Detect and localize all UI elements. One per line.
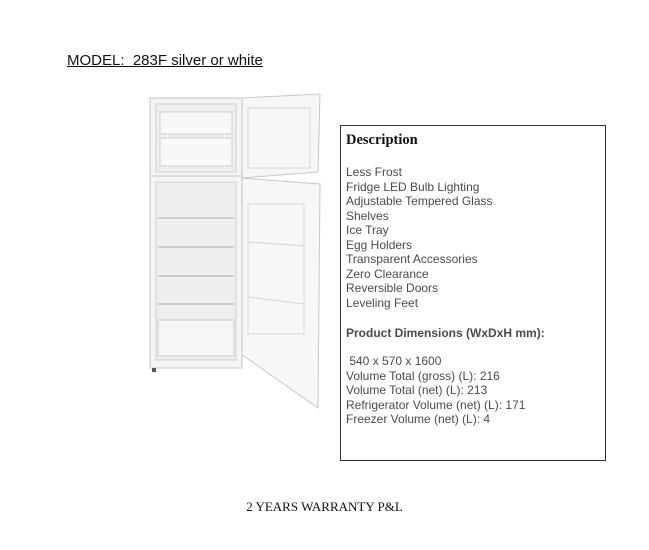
- feature-item: Leveling Feet: [346, 295, 419, 310]
- feature-item: Transparent Accessories: [346, 252, 478, 266]
- feature-item: Egg Holders: [346, 237, 413, 252]
- description-heading: Description: [346, 132, 418, 148]
- warranty-text: 2 YEARS WARRANTY P&L: [246, 499, 403, 514]
- spec-item: Refrigerator Volume (net) (L): 171: [346, 397, 526, 412]
- dimensions-heading: Product Dimensions (WxDxH mm):: [346, 326, 545, 340]
- feature-item: Fridge LED Bulb Lighting: [346, 179, 480, 194]
- model-title: MODEL: 283F silver or white: [67, 52, 263, 69]
- feature-item: Adjustable Tempered Glass: [346, 194, 493, 208]
- spec-item: Volume Total (net) (L): 213: [346, 383, 488, 397]
- spec-item: 540 x 570 x 1600: [346, 354, 442, 368]
- feature-item: Reversible Doors: [346, 281, 439, 295]
- feature-item: Ice Tray: [346, 223, 389, 237]
- feature-item: Shelves: [346, 208, 389, 223]
- fridge-image: [144, 92, 324, 412]
- description-box: [340, 125, 606, 461]
- feature-list: [346, 165, 600, 310]
- spec-item: Freezer Volume (net) (L): 4: [346, 412, 491, 426]
- spec-list: [346, 354, 600, 427]
- spec-item: Volume Total (gross) (L): 216: [346, 368, 500, 383]
- feature-item: Zero Clearance: [346, 266, 429, 281]
- feature-item: Less Frost: [346, 165, 403, 179]
